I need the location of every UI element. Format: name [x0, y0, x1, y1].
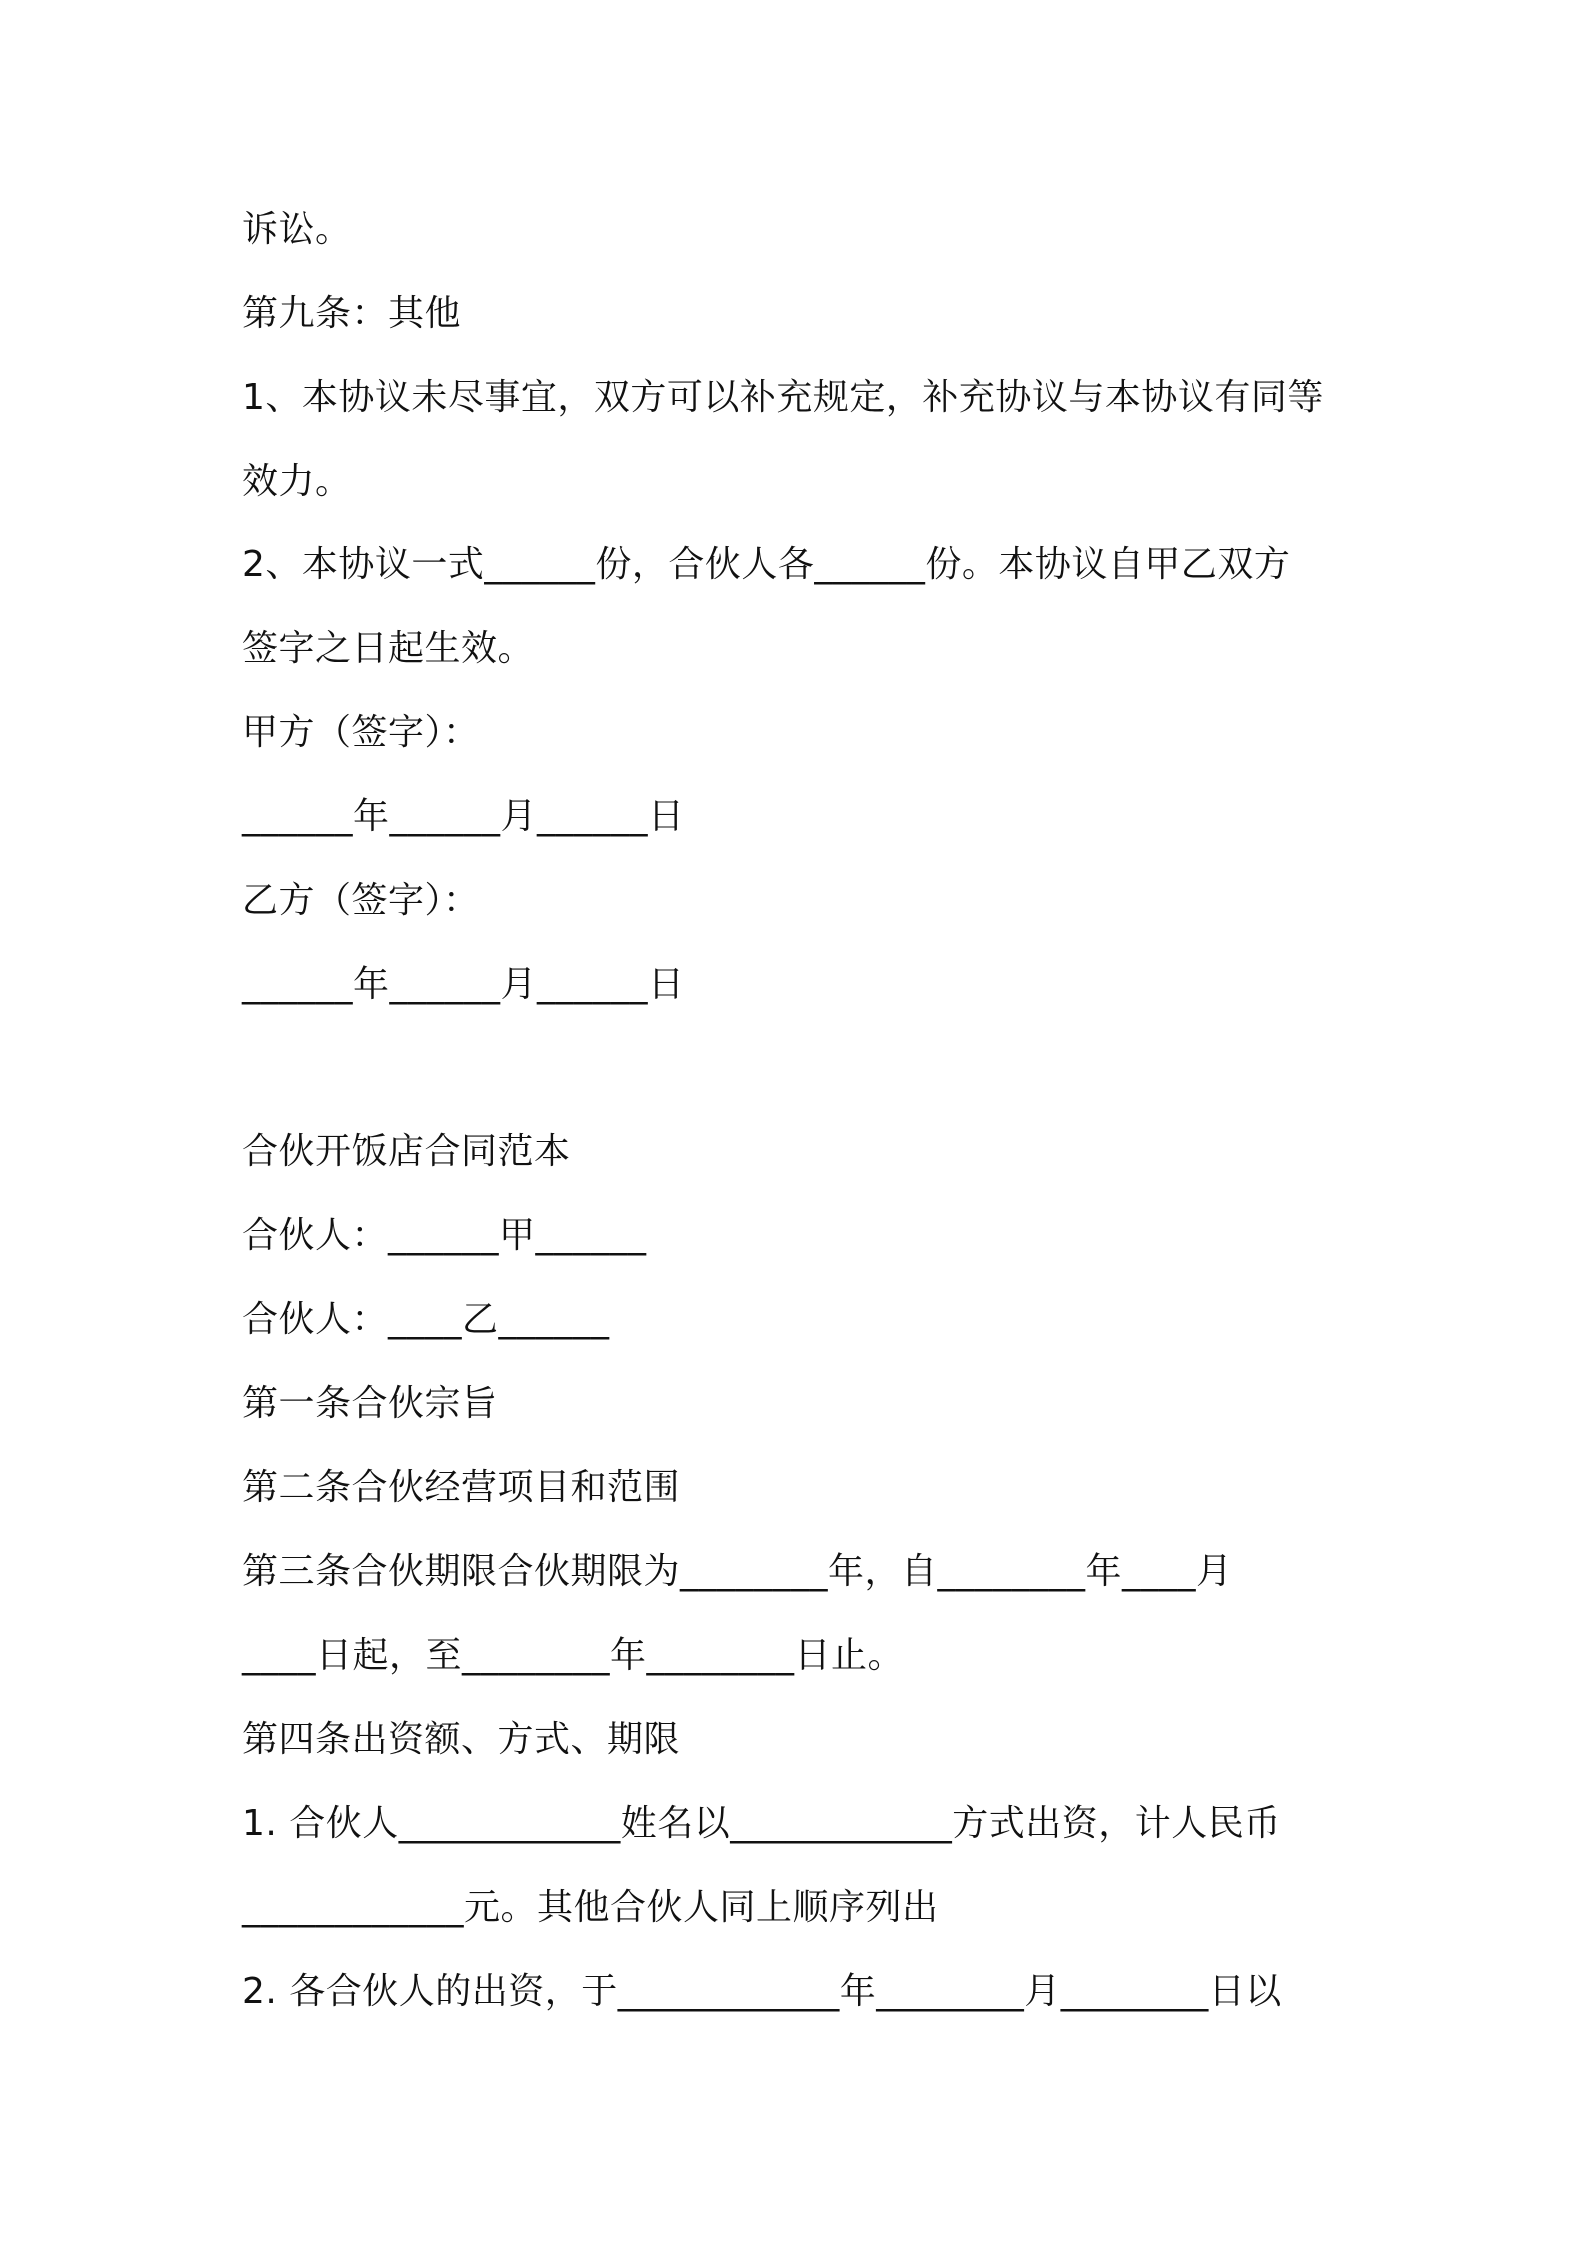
- partner-a-line: 合伙人：______甲______: [242, 1215, 647, 1256]
- article-three-line: 第三条合伙期限合伙期限为________年，自________年____月: [242, 1551, 1233, 1592]
- article-two-heading: 第二条合伙经营项目和范围: [242, 1467, 681, 1508]
- article-one-heading: 第一条合伙宗旨: [242, 1383, 498, 1424]
- text-line: 效力。: [242, 461, 352, 502]
- text-line: 1、本协议未尽事宜，双方可以补充规定，补充协议与本协议有同等: [242, 377, 1324, 418]
- party-a-signature-label: 甲方（签字）：: [242, 712, 480, 753]
- party-a-date-line: ______年______月______日: [242, 796, 685, 837]
- text-line: 签字之日起生效。: [242, 628, 535, 669]
- text-line: 诉讼。: [242, 209, 352, 250]
- contract-title: 合伙开饭店合同范本: [242, 1131, 571, 1172]
- text-line: ____日起，至________年________日止。: [242, 1635, 905, 1676]
- party-b-date-line: ______年______月______日: [242, 964, 685, 1005]
- partner-b-line: 合伙人：____乙______: [242, 1299, 610, 1340]
- text-line: 2、本协议一式______份，合伙人各______份。本协议自甲乙双方: [242, 544, 1291, 585]
- text-line: ____________元。其他合伙人同上顺序列出: [242, 1887, 939, 1928]
- text-line: 1. 合伙人____________姓名以____________方式出资，计人民币: [242, 1803, 1281, 1844]
- article-nine-heading: 第九条：其他: [242, 293, 462, 334]
- party-b-signature-label: 乙方（签字）：: [242, 880, 480, 921]
- text-line: 2. 各合伙人的出资，于____________年________月________日以: [242, 1971, 1282, 2012]
- article-four-heading: 第四条出资额、方式、期限: [242, 1719, 681, 1760]
